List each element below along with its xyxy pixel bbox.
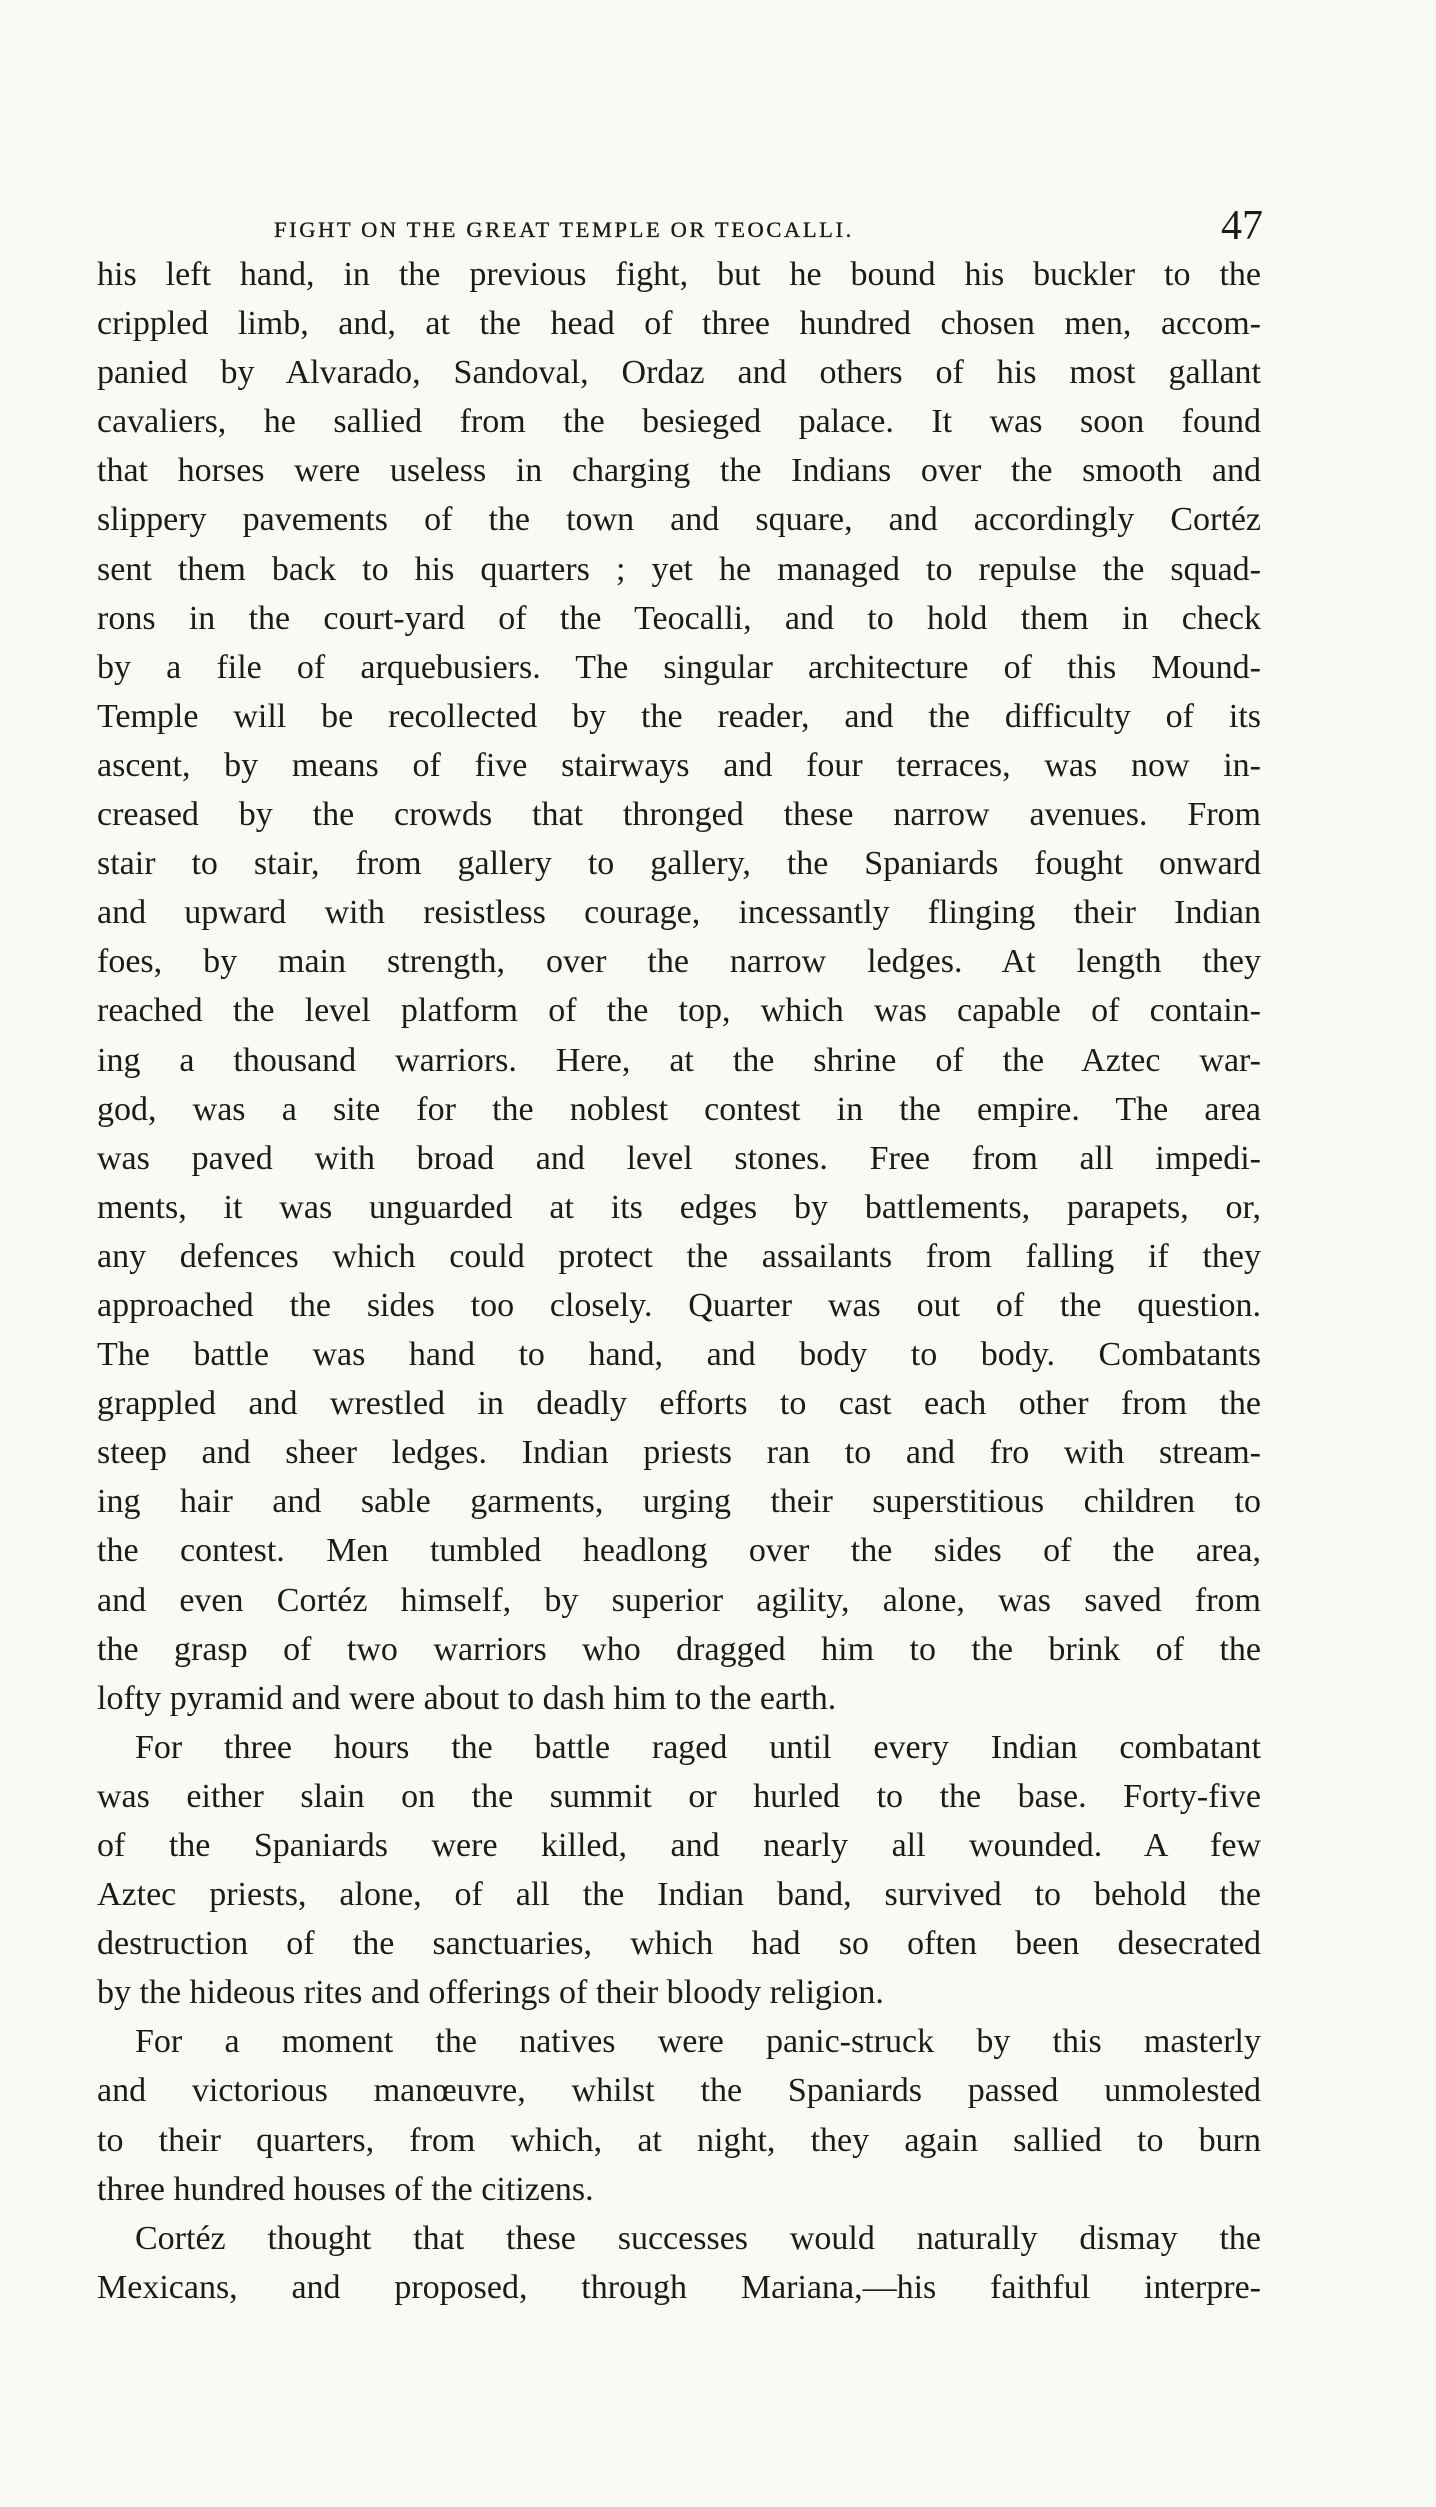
text-line: foes, by main strength, over the narrow ledges. At length they: [97, 943, 1261, 981]
text-line: lofty pyramid and were about to dash him to the earth.: [97, 1679, 837, 1717]
text-line: destruction of the sanctuaries, which had so often been desecrated: [97, 1925, 1261, 1963]
text-line: and upward with resistless courage, incessantly flinging their Indian: [97, 894, 1261, 932]
text-line: of the Spaniards were killed, and nearly all wounded. A few: [97, 1827, 1261, 1864]
text-line: by a file of arquebusiers. The singular architecture of this Mound-: [97, 648, 1261, 686]
text-line: his left hand, in the previous fight, but he bound his buckler to the: [97, 256, 1261, 293]
text-line: to their quarters, from which, at night, they again sallied to burn: [97, 2121, 1261, 2159]
text-line: was either slain on the summit or hurled to the base. Forty-five: [97, 1777, 1261, 1815]
page-number: 47: [1221, 203, 1263, 249]
text-line: sent them back to his quarters ; yet he managed to repulse the squad-: [97, 550, 1261, 588]
text-line: the contest. Men tumbled headlong over the sides of the area,: [97, 1532, 1261, 1570]
text-line: stair to stair, from gallery to gallery, the Spaniards fought onward: [97, 845, 1261, 883]
text-line: crippled limb, and, at the head of three hundred chosen men, accom-: [97, 305, 1261, 343]
text-line: approached the sides too closely. Quarter was out of the question.: [97, 1286, 1261, 1324]
text-line: ing a thousand warriors. Here, at the shrine of the Aztec war-: [97, 1041, 1261, 1079]
text-line: Aztec priests, alone, of all the Indian band, survived to behold the: [97, 1876, 1261, 1914]
running-title: FIGHT ON THE GREAT TEMPLE OR TEOCALLI.: [274, 217, 854, 242]
text-line: any defences which could protect the assailants from falling if they: [97, 1237, 1261, 1275]
running-head: [97, 205, 1275, 255]
text-line: For a moment the natives were panic-struck by this masterly: [135, 2023, 1261, 2061]
text-line: ing hair and sable garments, urging their superstitious children to: [97, 1483, 1261, 1521]
text-line: three hundred houses of the citizens.: [97, 2170, 594, 2208]
text-line: panied by Alvarado, Sandoval, Ordaz and others of his most gallant: [97, 354, 1261, 392]
text-line: Mexicans, and proposed, through Mariana,—his faithful interpre-: [97, 2268, 1261, 2306]
text-line: For three hours the battle raged until every Indian combatant: [135, 1728, 1261, 1766]
text-line: steep and sheer ledges. Indian priests ran to and fro with stream-: [97, 1434, 1261, 1472]
paragraph: [97, 2017, 1261, 2213]
text-line: grappled and wrestled in deadly efforts to cast each other from the: [97, 1385, 1261, 1423]
text-line: slippery pavements of the town and square, and accordingly Cortéz: [97, 501, 1261, 539]
text-line: rons in the court-yard of the Teocalli, and to hold them in check: [97, 599, 1261, 637]
text-line: that horses were useless in charging the Indians over the smooth and: [97, 452, 1261, 490]
text-line: the grasp of two warriors who dragged him to the brink of the: [97, 1630, 1261, 1668]
text-line: god, was a site for the noblest contest in the empire. The area: [97, 1090, 1261, 1128]
paragraph: [97, 2214, 1261, 2312]
text-line: cavaliers, he sallied from the besieged palace. It was soon found: [97, 403, 1261, 441]
text-line: was paved with broad and level stones. Free from all impedi-: [97, 1139, 1261, 1177]
text-line: and victorious manœuvre, whilst the Spaniards passed unmolested: [97, 2072, 1261, 2110]
text-line: Cortéz thought that these successes would naturally dismay the: [135, 2219, 1261, 2257]
paragraph: [97, 1723, 1261, 2018]
text-line: creased by the crowds that thronged these narrow avenues. From: [97, 796, 1261, 834]
text-line: The battle was hand to hand, and body to body. Combatants: [97, 1336, 1261, 1374]
text-line: ascent, by means of five stairways and four terraces, was now in-: [97, 746, 1261, 784]
text-line: by the hideous rites and offerings of their bloody religion.: [97, 1974, 884, 2012]
text-line: and even Cortéz himself, by superior agility, alone, was saved from: [97, 1581, 1261, 1619]
text-line: ments, it was unguarded at its edges by battlements, parapets, or,: [97, 1188, 1261, 1226]
paragraph: [97, 250, 1261, 1723]
text-line: reached the level platform of the top, which was capable of contain-: [97, 992, 1261, 1030]
text-line: Temple will be recollected by the reader, and the difficulty of its: [97, 697, 1261, 735]
body-text: [97, 250, 1261, 2312]
